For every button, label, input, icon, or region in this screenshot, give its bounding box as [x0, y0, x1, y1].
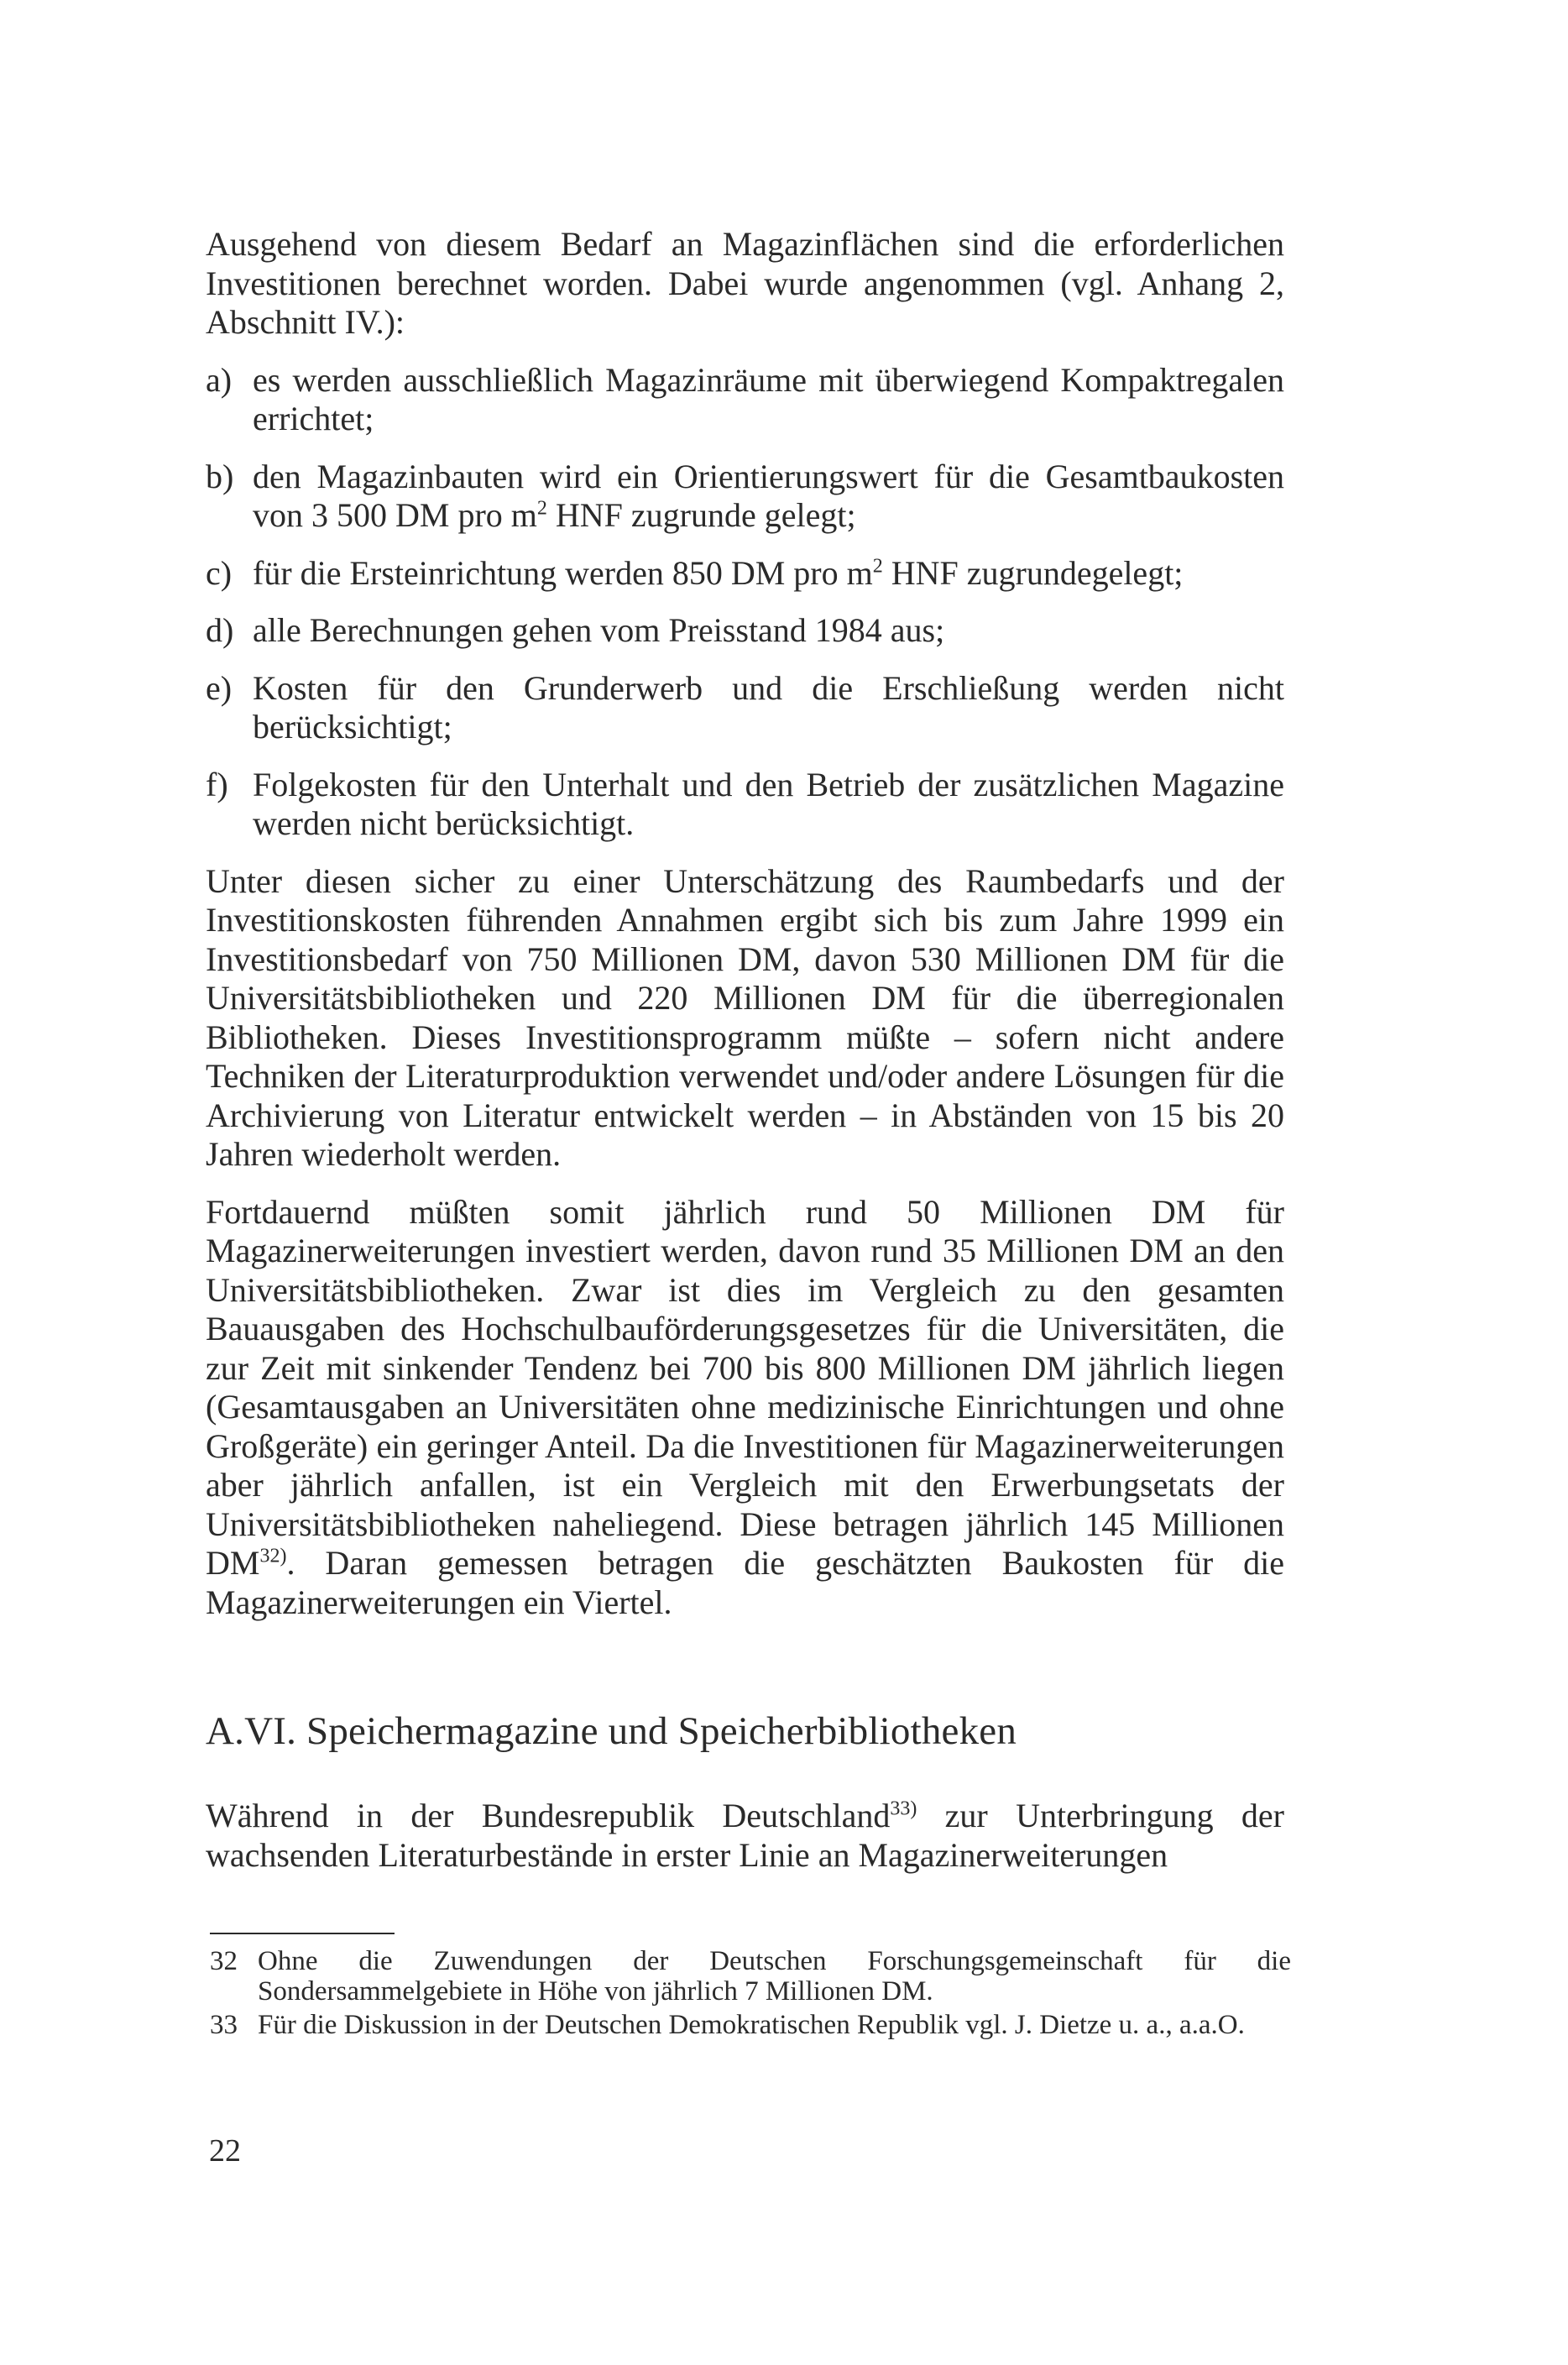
list-item-text: Kosten für den Grunderwerb und die Erschließung werden nicht berücksichtigt; [253, 668, 1284, 746]
list-item-text [253, 554, 1284, 594]
list-item-label: b) [206, 457, 234, 495]
list-item-text: alle Berechnungen gehen vom Preisstand 1984 aus; [253, 611, 945, 649]
section-heading: A.VI. Speichermagazine und Speicherbibliotheken [206, 1709, 1017, 1753]
text-segment: Fortdauernd müßten somit jährlich rund 50 Millionen DM für Magazinerweiterungen investiert werden, davon rund 35 Millionen DM an den Universitätsbibliotheken. Zwar ist dies im Vergleich zu den gesamten Bauausgaben des Hochschulbauförderungsgesetzes für die Universitäten, die zur Zeit mit sinkender Tendenz bei 700 bis 800 Millionen DM jährlich liegen (Gesamtausgaben an Universitäten ohne medizinische Einrichtungen und ohne Großgeräte) ein geringer Anteil. Da die Investitionen für Magazinerweiterungen aber jährlich anfallen, ist ein Vergleich mit den Erwerbungsetats der Universitätsbibliotheken naheliegend. Diese betragen jährlich 145 Millionen DM [206, 1192, 1284, 1582]
text-segment: . Daran gemessen betragen die geschätzten Baukosten für die Magazinerweiterungen ein Viertel. [206, 1544, 1284, 1621]
text-segment: zur Unterbringung der wachsenden Literaturbestände in erster Linie an Magazinerweiterungen [206, 1797, 1284, 1874]
footnotes [210, 1946, 1291, 2043]
list-item [206, 458, 1284, 536]
footnote-reference: 32) [259, 1545, 287, 1567]
investment-paragraph: Unter diesen sicher zu einer Unterschätzung des Raumbedarfs und der Investitionskosten führenden Annahmen ergibt sich bis zum Jahre 1999 ein Investitionsbedarf von 750 Millionen DM, davon 530 Millionen DM für die Universitätsbibliotheken und 220 Millionen DM für die überregionalen Bibliotheken. Dieses Investitionsprogramm müßte – sofern nicht andere Techniken der Literaturproduktion verwendet und/oder andere Lösungen für die Archivierung von Literatur entwickelt werden – in Abständen von 15 bis 20 Jahren wiederholt werden. [206, 861, 1284, 1173]
annual-investment-paragraph [206, 1193, 1284, 1623]
list-item-label: e) [206, 668, 233, 707]
list-item [206, 611, 1284, 651]
superscript: 2 [536, 497, 547, 520]
page-number: 22 [209, 2133, 241, 2169]
list-item-text: Folgekosten für den Unterhalt und den Betrieb der zusätzlichen Magazine werden nicht berücksichtigt. [253, 765, 1284, 842]
footnote-reference: 33) [890, 1797, 917, 1820]
footnote [210, 2010, 1291, 2040]
superscript: 2 [872, 555, 883, 578]
page-body [206, 225, 1284, 1875]
section-paragraph [206, 1797, 1284, 1875]
list-item-label: f) [206, 765, 228, 803]
footnote-number: 32 [210, 1946, 238, 1976]
assumptions-list [206, 361, 1284, 844]
intro-paragraph: Ausgehend von diesem Bedarf an Magazinflächen sind die erforderlichen Investitionen berechnet worden. Dabei wurde angenommen (vgl. Anhang 2, Abschnitt IV.): [206, 225, 1284, 341]
footnote [210, 1946, 1291, 2007]
list-item-label: c) [206, 553, 233, 592]
list-item [206, 361, 1284, 439]
footnote-divider [210, 1933, 395, 1934]
list-item-label: d) [206, 611, 234, 649]
list-item [206, 669, 1284, 747]
text-segment: für die Ersteinrichtung werden 850 DM pro m [253, 553, 873, 592]
text-segment: den Magazinbauten wird ein Orientierungswert für die Gesamtbaukosten von 3 500 DM pro m [253, 457, 1284, 534]
footnote-text: Ohne die Zuwendungen der Deutschen Forschungsgemeinschaft für die Sondersammelgebiete in Höhe von jährlich 7 Millionen DM. [258, 1946, 1291, 2007]
list-item-label: a) [206, 360, 233, 399]
list-item-text: es werden ausschließlich Magazinräume mit überwiegend Kompaktregalen errichtet; [253, 360, 1284, 437]
text-segment: HNF zugrunde gelegt; [546, 496, 856, 534]
text-segment: Während in der Bundesrepublik Deutschland [206, 1797, 891, 1834]
footnote-number: 33 [210, 2010, 238, 2040]
list-item [206, 554, 1284, 594]
footnote-text: Für die Diskussion in der Deutschen Demokratischen Republik vgl. J. Dietze u. a., a.a.O. [258, 2010, 1245, 2040]
text-segment: HNF zugrundegelegt; [882, 553, 1184, 592]
list-item [206, 766, 1284, 844]
list-item-text [253, 458, 1284, 536]
